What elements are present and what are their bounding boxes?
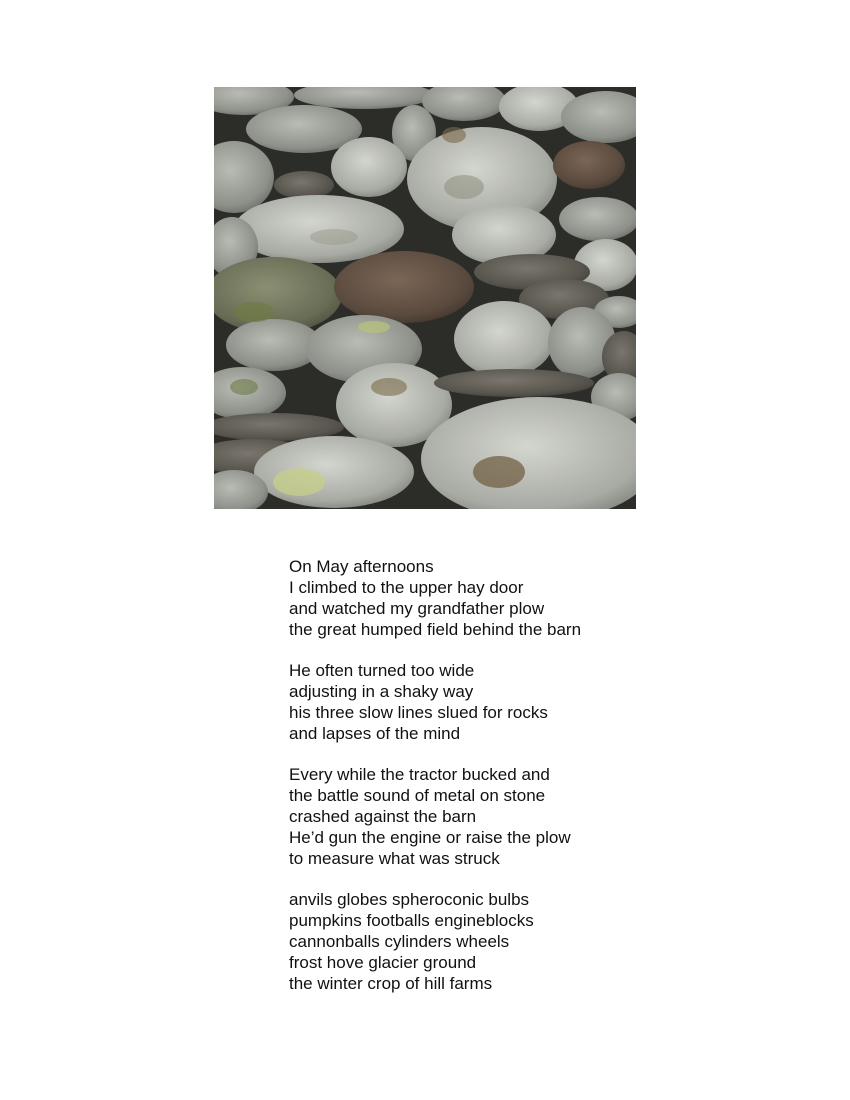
poem-line: He’d gun the engine or raise the plow: [289, 828, 571, 847]
poem: [289, 556, 709, 1014]
poem-line: to measure what was struck: [289, 849, 500, 868]
poem-line: the battle sound of metal on stone: [289, 786, 546, 805]
poem-line: He often turned too wide: [289, 661, 475, 680]
poem-line: and watched my grandfather plow: [289, 599, 545, 618]
poem-line: crashed against the barn: [289, 807, 477, 826]
poem-line: the great humped field behind the barn: [289, 620, 582, 639]
poem-line: On May afternoons: [289, 557, 434, 576]
poem-line: frost hove glacier ground: [289, 953, 477, 972]
poem-line: adjusting in a shaky way: [289, 682, 474, 701]
poem-line: cannonballs cylinders wheels: [289, 932, 510, 951]
stone-wall-photo: [214, 87, 636, 509]
stanza-4: [289, 889, 709, 994]
poem-line: Every while the tractor bucked and: [289, 765, 550, 784]
stone-wall-image: [214, 87, 636, 509]
stanza-2: [289, 660, 709, 744]
poem-line: his three slow lines slued for rocks: [289, 703, 548, 722]
poem-line: and lapses of the mind: [289, 724, 461, 743]
poem-line: pumpkins footballs engineblocks: [289, 911, 534, 930]
stanza-1: [289, 556, 709, 640]
poem-line: anvils globes spheroconic bulbs: [289, 890, 530, 909]
poem-line: I climbed to the upper hay door: [289, 578, 524, 597]
poem-line: the winter crop of hill farms: [289, 974, 493, 993]
stanza-3: [289, 764, 709, 869]
